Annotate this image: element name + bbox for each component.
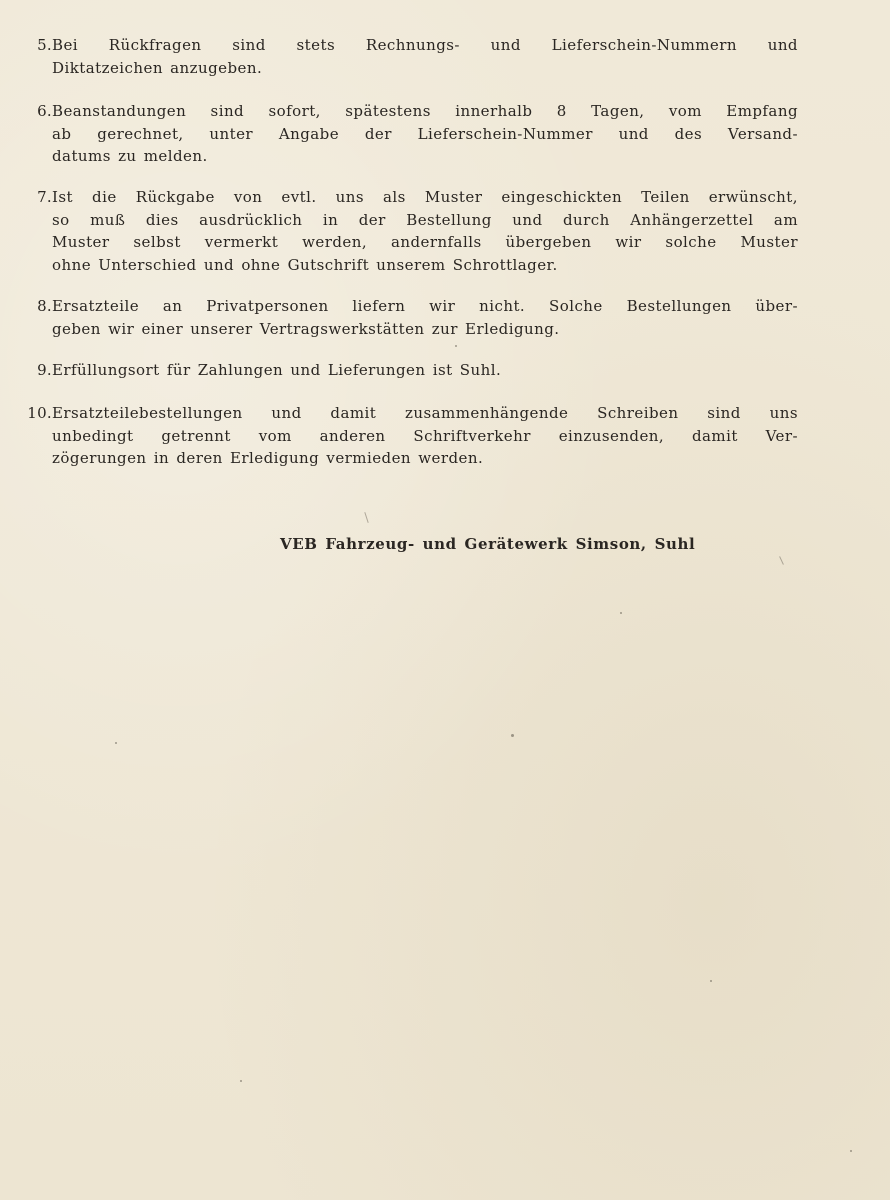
paper-speck xyxy=(620,612,622,614)
text-line: Erfüllungsort für Zahlungen und Lieferungen ist Suhl. xyxy=(52,361,502,379)
text-line: datums zu melden. xyxy=(52,147,208,165)
text-line: Ersatzteilebestellungen und damit zusammenhängende Schreiben sind uns xyxy=(52,404,798,422)
paper-speck xyxy=(115,742,117,744)
item-number: 9. xyxy=(37,361,52,379)
text-line: Beanstandungen sind sofort, spätestens innerhalb 8 Tagen, vom Empfang xyxy=(52,102,798,120)
text-line: geben wir einer unserer Vertragswerkstätten zur Erledigung. xyxy=(52,319,560,338)
paper-speck xyxy=(850,1150,852,1152)
text-line: ohne Unterschied und ohne Gutschrift unserem Schrottlager. xyxy=(52,255,558,274)
text-line: unbedingt getrennt vom anderen Schriftverkehr einzusenden, damit Ver- xyxy=(52,426,798,445)
text-line: Bei Rückfragen sind stets Rechnungs- und Lieferschein-Nummern und xyxy=(52,36,798,54)
paper-mark xyxy=(779,556,784,565)
text-line: so muß dies ausdrücklich in der Bestellung und durch Anhängerzettel am xyxy=(52,210,798,229)
paper-speck xyxy=(455,345,457,347)
paper-speck xyxy=(710,980,712,982)
text-line: Diktatzeichen anzugeben. xyxy=(52,58,263,77)
item-text xyxy=(52,100,798,168)
text-line: zögerungen in deren Erledigung vermieden werden. xyxy=(52,449,484,467)
signature-company: VEB Fahrzeug- und Gerätewerk Simson, Suhl xyxy=(280,535,696,553)
text-line: Ersatzteile an Privatpersonen liefern wir nicht. Solche Bestellungen über- xyxy=(52,297,798,315)
item-text xyxy=(52,402,798,470)
item-number: 6. xyxy=(37,102,52,120)
paper-speck xyxy=(240,1080,242,1082)
paper-speck xyxy=(511,734,514,737)
item-text xyxy=(52,34,798,79)
text-line: Ist die Rückgabe von evtl. uns als Muster eingeschickten Teilen erwünscht, xyxy=(52,188,798,206)
item-number: 10. xyxy=(27,404,52,422)
item-text xyxy=(52,359,798,382)
item-number: 8. xyxy=(37,297,52,315)
text-line: Muster selbst vermerkt werden, andernfalls übergeben wir solche Muster xyxy=(52,233,798,251)
item-text xyxy=(52,186,798,276)
text-line: ab gerechnet, unter Angabe der Lieferschein-Nummer und des Versand- xyxy=(52,124,798,143)
paper-mark xyxy=(364,512,368,523)
item-number: 7. xyxy=(37,188,52,206)
item-number: 5. xyxy=(37,36,52,54)
item-text xyxy=(52,295,798,340)
